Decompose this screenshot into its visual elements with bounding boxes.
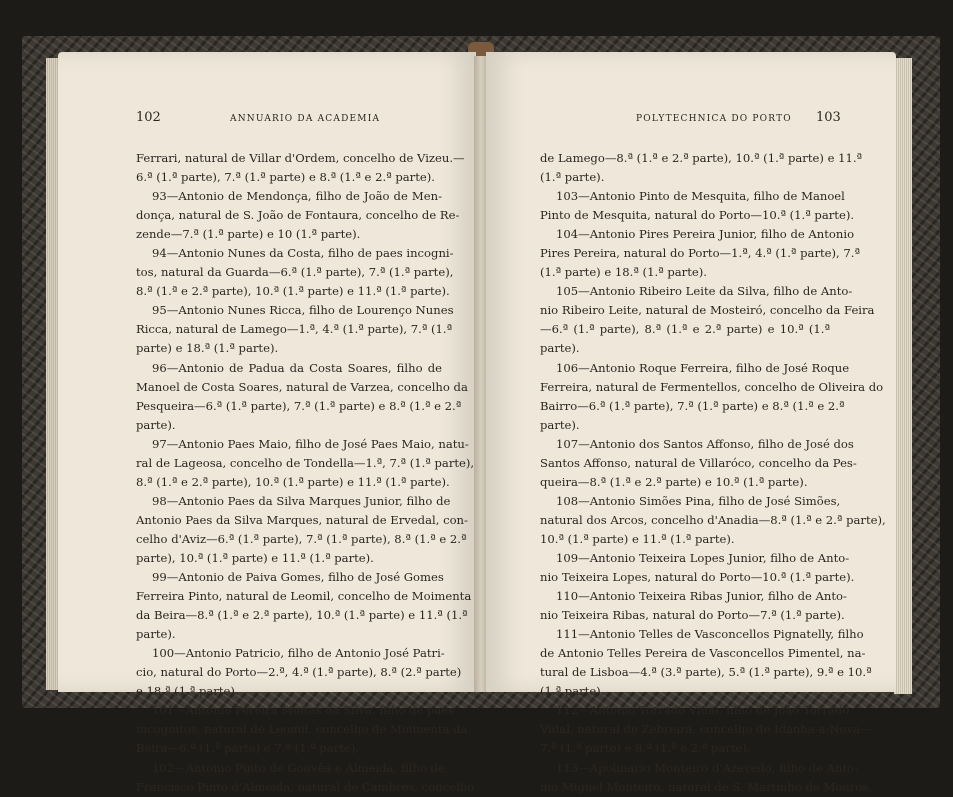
text-line: 113—Apolinario Monteiro d'Azevedo, filho de Anto- <box>556 760 859 775</box>
text-line: 100—Antonio Patricio, filho de Antonio José Patri- <box>152 646 445 661</box>
text-line: parte). <box>540 341 580 356</box>
text-line: celho d'Aviz—6.ª (1.ª parte), 7.ª (1.ª parte), 8.ª (1.ª e 2.ª <box>136 531 467 546</box>
text-line: parte). <box>136 417 176 432</box>
text-line: 8.ª (1.ª e 2.ª parte), 10.ª (1.ª parte) e 11.ª (1.ª parte). <box>136 284 450 299</box>
text-line: Pires Pereira, natural do Porto—1.ª, 4.ª (1.ª parte), 7.ª <box>540 246 860 261</box>
text-line: Bairro—6.ª (1.ª parte), 7.ª (1.ª parte) e 8.ª (1.ª e 2.ª <box>540 398 845 413</box>
text-line: de Lamego—8.ª (1.ª e 2.ª parte), 10.ª (1.ª parte) e 11.ª <box>540 151 863 165</box>
text-line: zende—7.ª (1.ª parte) e 10 (1.ª parte). <box>136 227 361 242</box>
text-line: Ferrari, natural de Villar d'Ordem, concelho de Vizeu.— <box>136 151 465 165</box>
text-line: e 18.ª (1.ª parte). <box>136 684 239 699</box>
text-line: 96—Antonio de Padua da Costa Soares, filho de <box>152 360 442 375</box>
text-line: 97—Antonio Paes Maio, filho de José Paes Maio, natu- <box>152 436 469 451</box>
text-line: Pinto de Mesquita, natural do Porto—10.ª (1.ª parte). <box>540 208 855 223</box>
text-line: 94—Antonio Nunes da Costa, filho de paes incogni- <box>152 246 454 261</box>
text-line: natural dos Arcos, concelho d'Anadia—8.ª (1.ª e 2.ª parte), <box>540 512 886 527</box>
text-line: de Antonio Telles Pereira de Vasconcellos Pimentel, na- <box>540 646 866 661</box>
running-title: ANNUARIO DA ACADEMIA <box>230 114 381 124</box>
text-line: 95—Antonio Nunes Ricca, filho de Lourenço Nunes <box>152 303 454 318</box>
text-line: 109—Antonio Teixeira Lopes Junior, filho de Anto- <box>556 550 850 565</box>
text-line: Ferreira, natural de Fermentellos, concelho de Oliveira do <box>540 379 884 394</box>
text-line: da Beira—8.ª (1.ª e 2.ª parte), 10.ª (1.ª parte) e 11.ª (1.ª <box>136 608 468 623</box>
text-line: 104—Antonio Pires Pereira Junior, filho de Antonio <box>556 227 855 242</box>
right-page-text <box>540 149 886 797</box>
text-line: Pesqueira—6.ª (1.ª parte), 7.ª (1.ª parte) e 8.ª (1.ª e 2.ª <box>136 398 462 413</box>
text-line: (1.ª parte) e 18.ª (1.ª parte). <box>540 265 707 280</box>
text-line: 112—Antonio Torrado Vidal, filho de João Torrado <box>556 703 850 718</box>
text-line: Beira—6.ª (1.ª parte) e 7.ª (1.ª parte). <box>136 741 359 756</box>
text-line: 105—Antonio Ribeiro Leite da Silva, filho de Anto- <box>556 284 853 299</box>
text-line: 7.ª (1.ª parte) e 8.ª (1.ª e 2.ª parte). <box>540 741 751 756</box>
text-line: 106—Antonio Roque Ferreira, filho de José Roque <box>556 360 850 375</box>
text-line: nio Teixeira Lopes, natural do Porto—10.ª (1.ª parte). <box>540 570 855 585</box>
text-line: 99—Antonio de Paiva Gomes, filho de José Gomes <box>152 570 444 585</box>
text-line: 10.ª (1.ª parte) e 11.ª (1.ª parte). <box>540 531 735 546</box>
text-line: Vidal, natural de Zebreira, concelho de Idanha-a-Nova— <box>540 722 872 737</box>
text-line: Ferreira Pinto, natural de Leomil, concelho de Moimenta <box>136 589 472 604</box>
text-line: nio Ribeiro Leite, natural de Mosteiró, concelho da Feira <box>540 303 875 318</box>
text-line: 110—Antonio Teixeira Ribas Junior, filho de Anto- <box>556 589 847 604</box>
text-line: Manoel de Costa Soares, natural de Varzea, concelho da <box>136 379 468 394</box>
running-title: POLYTECHNICA DO PORTO <box>636 114 792 124</box>
text-line: cio, natural do Porto—2.ª, 4.ª (1.ª parte), 8.ª (2.ª parte) <box>136 665 462 680</box>
text-line: queira—8.ª (1.ª e 2.ª parte) e 10.ª (1.ª parte). <box>540 474 808 489</box>
text-line: Santos Affonso, natural de Villaróco, concelho da Pes- <box>540 455 857 470</box>
text-line: parte). <box>136 627 176 642</box>
left-page-text <box>136 149 475 797</box>
text-line: incognitos, natural de Leomil, concelho de Moimenta da <box>136 722 468 737</box>
right-page <box>486 52 896 794</box>
page-number: 102 <box>136 110 161 125</box>
text-line: parte), 10.ª (1.ª parte) e 11.ª (1.ª parte). <box>136 550 374 565</box>
text-line: (1.ª parte). <box>540 170 605 185</box>
text-line: 6.ª (1.ª parte), 7.ª (1.ª parte) e 8.ª (1.ª e 2.ª parte). <box>136 170 435 185</box>
text-line: tural de Lisboa—4.ª (3.ª parte), 5.ª (1.ª parte), 9.ª e 10.ª <box>540 665 872 680</box>
text-line: Francisco Pinto d'Almeida, natural de Cambres, concelho <box>136 779 475 794</box>
text-line: nio Teixeira Ribas, natural do Porto—7.ª (1.ª parte). <box>540 608 845 623</box>
text-line: ral de Lageosa, concelho de Tondella—1.ª, 7.ª (1.ª parte), <box>136 455 475 470</box>
text-line: 93—Antonio de Mendonça, filho de João de Men- <box>152 189 442 204</box>
text-line: 103—Antonio Pinto de Mesquita, filho de Manoel <box>556 189 845 204</box>
text-line: Antonio Paes da Silva Marques, natural de Ervedal, con- <box>136 512 468 527</box>
text-line: 102—Antonio Pinto de Gouvêa e Almeida, filho de <box>152 760 445 775</box>
text-line: (1.ª parte). <box>540 684 605 699</box>
text-line: —6.ª (1.ª parte), 8.ª (1.ª e 2.ª parte) e 10.ª (1.ª <box>540 322 830 337</box>
text-line: 8.ª (1.ª e 2.ª parte), 10.ª (1.ª parte) e 11.ª (1.ª parte). <box>136 474 450 489</box>
text-line: 108—Antonio Simões Pina, filho de José Simões, <box>556 493 841 508</box>
text-line: 98—Antonio Paes da Silva Marques Junior, filho de <box>152 493 451 508</box>
text-line: 107—Antonio dos Santos Affonso, filho de José dos <box>556 436 854 451</box>
text-line: 101—Antonio Pereira Moitas da Silva, filho de paes <box>152 703 455 718</box>
right-page-edges <box>894 58 912 694</box>
text-line: donça, natural de S. João de Fontaura, concelho de Re- <box>136 208 460 223</box>
text-line: parte) e 18.ª (1.ª parte). <box>136 341 279 356</box>
left-page <box>58 52 476 794</box>
text-line: parte). <box>540 417 580 432</box>
text-line: tos, natural da Guarda—6.ª (1.ª parte), 7.ª (1.ª parte), <box>136 265 454 280</box>
text-line: nio Miguel Monteiro, natural de S. Martinho de Mouros, <box>540 779 872 794</box>
page-number: 103 <box>816 110 841 125</box>
text-line: Ricca, natural de Lamego—1.ª, 4.ª (1.ª parte), 7.ª (1.ª <box>136 322 453 337</box>
text-line: 111—Antonio Telles de Vasconcellos Pignatelly, filho <box>556 627 864 642</box>
